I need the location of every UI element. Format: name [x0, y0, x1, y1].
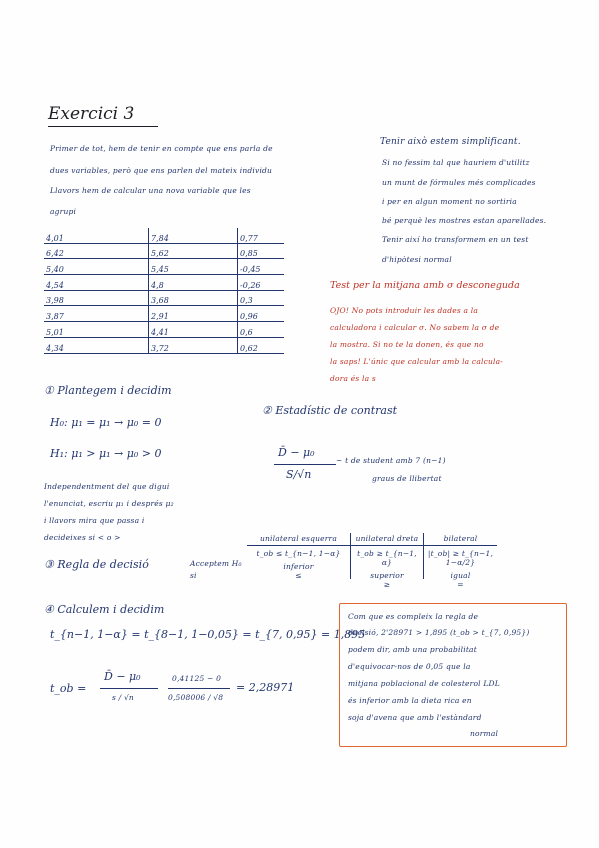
step2-title: ② Estadístic de contrast — [262, 404, 398, 417]
red-note-line: calculadora i calcular σ. No sabem la σ de — [330, 323, 500, 332]
table-row — [44, 259, 284, 275]
column-symbol: ≥ — [383, 580, 391, 589]
intro-line: Llavors hem de calcular una nova variable que les — [50, 186, 251, 195]
column-condition: t_ob ≤ t_{n−1, 1−α} — [256, 549, 341, 558]
column-symbol: = — [457, 580, 464, 589]
side-note-line: un munt de fórmules més complicades — [382, 178, 536, 187]
side-note-line: bé perquè les mostres estan aparellades. — [382, 216, 547, 225]
side-note-line: Tenir això estem simplificant. — [380, 137, 521, 147]
table-cell: 5,62 — [149, 243, 238, 259]
stat-distribution: ~ t de student amb 7 (n−1) — [336, 456, 446, 465]
fraction-bar — [274, 464, 336, 465]
table-row — [44, 306, 284, 322]
table-cell: -0,45 — [238, 259, 285, 275]
tob-fraction-numerator: D̄ − μ₀ — [104, 670, 141, 683]
table-cell: 4,8 — [149, 275, 238, 291]
table-cell: 5,01 — [44, 322, 149, 338]
table-cell: 0,3 — [238, 290, 285, 306]
conclusion-line: soja d'avena que amb l'estàndard — [348, 713, 482, 722]
red-note-line: la saps! L'únic que calcular amb la calcula- — [330, 357, 504, 366]
conclusion-line: d'equivocar-nos de 0,05 que la — [348, 662, 471, 671]
table-row — [44, 322, 284, 338]
tob-value-denominator: 0,508006 / √8 — [168, 693, 224, 702]
table-cell: 3,98 — [44, 290, 149, 306]
step1-note-line: decideixes si < o > — [44, 533, 121, 542]
side-note-line: d'hipòtesi normal — [382, 255, 452, 264]
red-note-heading: Test per la mitjana amb σ desconeguda — [330, 280, 520, 291]
accept-h0-note: Acceptem H₀ si — [190, 559, 242, 580]
conclusion-line: decisió, 2'28971 > 1,895 (t_ob > t_{7, 0,95}) — [348, 628, 530, 637]
h1-hypothesis: H₁: μ₁ > μ₁ → μ₀ > 0 — [50, 447, 162, 460]
table-cell: 0,85 — [238, 243, 285, 259]
conclusion-line: normal — [470, 729, 499, 738]
column-label: superior — [370, 571, 404, 580]
conclusion-line: mitjana poblacional de colesterol LDL — [348, 679, 500, 688]
table-cell: -0,26 — [238, 275, 285, 291]
intro-line: Primer de tot, hem de tenir en compte que ens parla de — [50, 144, 273, 153]
page-title: Exercici 3 — [48, 104, 135, 124]
table-row — [44, 290, 284, 306]
table-row — [44, 228, 284, 243]
table-cell: 0,6 — [238, 322, 285, 338]
step1-note-line: l'enunciat, escriu μ₁ i després μ₂ — [44, 499, 174, 508]
step1-note-line: i llavors mira que passa i — [44, 516, 145, 525]
conclusion-line: podem dir, amb una probabilitat — [348, 645, 477, 654]
table-row — [44, 243, 284, 259]
table-cell: 3,68 — [149, 290, 238, 306]
two-tail-column — [424, 533, 497, 593]
conclusion-box — [339, 603, 567, 747]
intro-line: dues variables, però que ens parlen del mateix individu — [50, 166, 273, 175]
right-tail-column — [351, 533, 423, 593]
side-note-line: Tenir així ho transformem en un test — [382, 235, 529, 244]
table-cell: 4,01 — [44, 228, 149, 243]
data-table — [44, 228, 284, 354]
column-condition: |t_ob| ≥ t_{n−1, 1−α/2} — [427, 549, 494, 567]
column-head: unilateral esquerra — [259, 534, 338, 543]
decision-rule-table — [247, 533, 497, 593]
table-cell: 4,41 — [149, 322, 238, 338]
column-symbol: ≤ — [295, 571, 302, 580]
column-label: inferior — [283, 562, 314, 571]
table-cell: 3,87 — [44, 306, 149, 322]
red-note-line: la mostra. Si no te la donen, és que no — [330, 340, 484, 349]
table-cell: 6,42 — [44, 243, 149, 259]
tob-value-numerator: 0,41125 − 0 — [172, 674, 222, 683]
column-head: unilateral dreta — [355, 534, 419, 543]
title-underline — [48, 126, 158, 127]
table-cell: 0,96 — [238, 306, 285, 322]
table-cell: 3,72 — [149, 337, 238, 353]
red-note-line: OJO! No pots introduir les dades a la — [330, 306, 479, 315]
tob-label: t_ob = — [50, 682, 87, 695]
column-label: igual — [450, 571, 471, 580]
table-cell: 4,54 — [44, 275, 149, 291]
fraction-bar — [100, 688, 158, 689]
fraction-bar — [168, 688, 230, 689]
tob-result: = 2,28971 — [236, 681, 295, 694]
table-row — [44, 337, 284, 353]
table-cell: 5,40 — [44, 259, 149, 275]
step3-title: ③ Regla de decisió — [44, 558, 149, 571]
conclusion-line: Com que es compleix la regla de — [348, 612, 479, 621]
step4-title: ④ Calculem i decidim — [44, 603, 165, 616]
step1-title: ① Plantegem i decidim — [44, 384, 172, 397]
table-cell: 0,77 — [238, 228, 285, 243]
step1-note-line: Independentment del que digui — [44, 482, 170, 491]
table-row — [44, 275, 284, 291]
intro-line: agrupi — [50, 207, 77, 216]
table-cell: 2,91 — [149, 306, 238, 322]
side-note-line: i per en algun moment no sortiria — [382, 197, 517, 206]
red-note-line: dora és la s — [330, 374, 376, 383]
conclusion-line: és inferior amb la dieta rica en — [348, 696, 472, 705]
tob-fraction-denominator: s / √n — [112, 693, 134, 702]
stat-denominator: S/√n — [286, 468, 312, 481]
h0-hypothesis: H₀: μ₁ = μ₁ → μ₀ = 0 — [50, 416, 162, 429]
table-cell: 5,45 — [149, 259, 238, 275]
stat-dof: graus de llibertat — [372, 474, 442, 483]
stat-numerator: D̄ − μ₀ — [278, 446, 315, 459]
critical-value: t_{n−1, 1−α} = t_{8−1, 1−0,05} = t_{7, 0,95} = 1,895 — [50, 628, 366, 641]
table-cell: 7,84 — [149, 228, 238, 243]
table-cell: 4,34 — [44, 337, 149, 353]
column-head: bilateral — [443, 534, 478, 543]
column-condition: t_ob ≥ t_{n−1, α} — [357, 549, 417, 567]
table-cell: 0,62 — [238, 337, 285, 353]
side-note-line: Si no fessim tal que hauriem d'utilitz — [382, 158, 530, 167]
left-tail-column — [247, 533, 350, 593]
